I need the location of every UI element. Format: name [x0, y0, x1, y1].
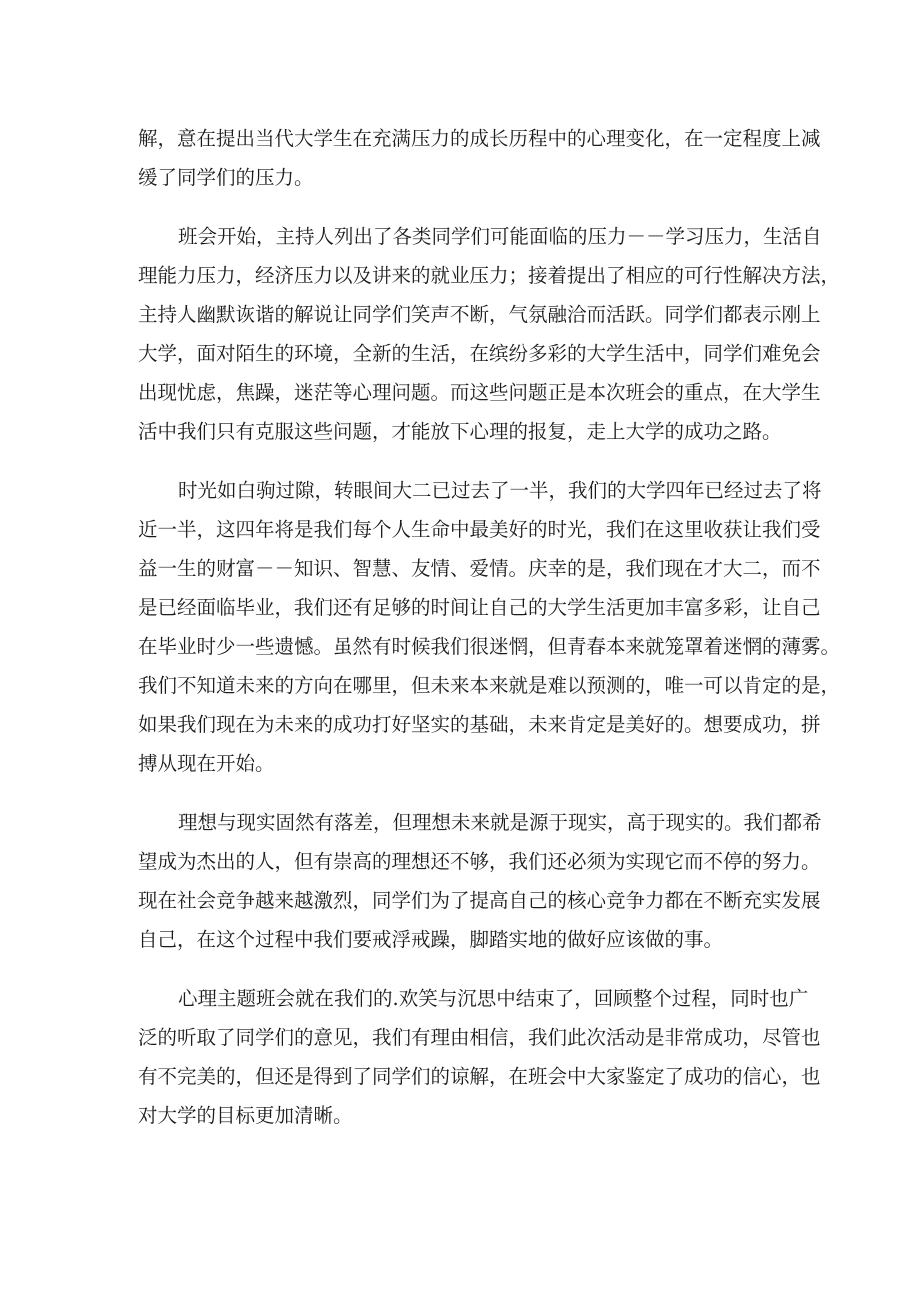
paragraph — [138, 471, 841, 783]
paragraph — [138, 119, 821, 197]
paragraph-line: 近一半，这四年将是我们每个人生命中最美好的时光，我们在这里收获让我们受 — [138, 518, 821, 541]
paragraph-line: 我们不知道未来的方向在哪里，但未来本来就是难以预测的，唯一可以肯定的是， — [138, 674, 841, 697]
paragraph-line: 理想与现实固然有落差，但理想未来就是源于现实，高于现实的。我们都希 — [178, 811, 822, 834]
paragraph-line: 自己，在这个过程中我们要戒浮戒躁，脚踏实地的做好应该做的事。 — [138, 928, 724, 951]
paragraph-line: 活中我们只有克服这些问题，才能放下心理的报复，走上大学的成功之路。 — [138, 420, 782, 443]
paragraph-line: 班会开始，主持人列出了各类同学们可能面临的压力－－学习压力，生活自 — [178, 225, 822, 248]
paragraph-line: 缓了同学们的压力。 — [138, 166, 314, 189]
paragraph-line: 理能力压力，经济压力以及讲来的就业压力；接着提出了相应的可行性解决方法， — [138, 264, 841, 287]
paragraph-line: 主持人幽默诙谐的解说让同学们笑声不断，气氛融洽而活跃。同学们都表示刚上 — [138, 303, 821, 326]
paragraph-line: 心理主题班会就在我们的.欢笑与沉思中结束了，回顾整个过程，同时也广 — [178, 987, 809, 1010]
paragraph-line: 大学，面对陌生的环境，全新的生活，在缤纷多彩的大学生活中，同学们难免会 — [138, 342, 821, 365]
paragraph-line: 出现忧虑，焦躁，迷茫等心理问题。而这些问题正是本次班会的重点，在大学生 — [138, 381, 821, 404]
paragraph — [138, 979, 821, 1135]
paragraph-line: 如果我们现在为未来的成功打好坚实的基础，未来肯定是美好的。想要成功，拼 — [138, 713, 821, 736]
paragraph-line: 在毕业时少一些遗憾。虽然有时候我们很迷惘，但青春本来就笼罩着迷惘的薄雾。 — [138, 635, 841, 658]
paragraph-line: 现在社会竞争越来越激烈，同学们为了提高自己的核心竞争力都在不断充实发展 — [138, 889, 821, 912]
paragraph — [138, 217, 841, 451]
paragraph-line: 解，意在提出当代大学生在充满压力的成长历程中的心理变化，在一定程度上减 — [138, 127, 821, 150]
paragraph-line: 泛的听取了同学们的意见，我们有理由相信，我们此次活动是非常成功，尽管也 — [138, 1026, 821, 1049]
paragraph-line: 望成为杰出的人，但有崇高的理想还不够，我们还必须为实现它而不停的努力。 — [138, 850, 821, 873]
paragraph-line: 对大学的目标更加清晰。 — [138, 1104, 353, 1127]
paragraph-line: 益一生的财富－－知识、智慧、友情、爱情。庆幸的是，我们现在才大二，而不 — [138, 557, 821, 580]
paragraph-line: 有不完美的，但还是得到了同学们的谅解，在班会中大家鉴定了成功的信心，也 — [138, 1065, 821, 1088]
paragraph — [138, 803, 822, 959]
paragraph-line: 时光如白驹过隙，转眼间大二已过去了一半，我们的大学四年已经过去了将 — [178, 479, 822, 502]
document-body — [138, 119, 841, 1155]
paragraph-line: 是已经面临毕业，我们还有足够的时间让自己的大学生活更加丰富多彩，让自己 — [138, 596, 821, 619]
paragraph-line: 搏从现在开始。 — [138, 752, 275, 775]
